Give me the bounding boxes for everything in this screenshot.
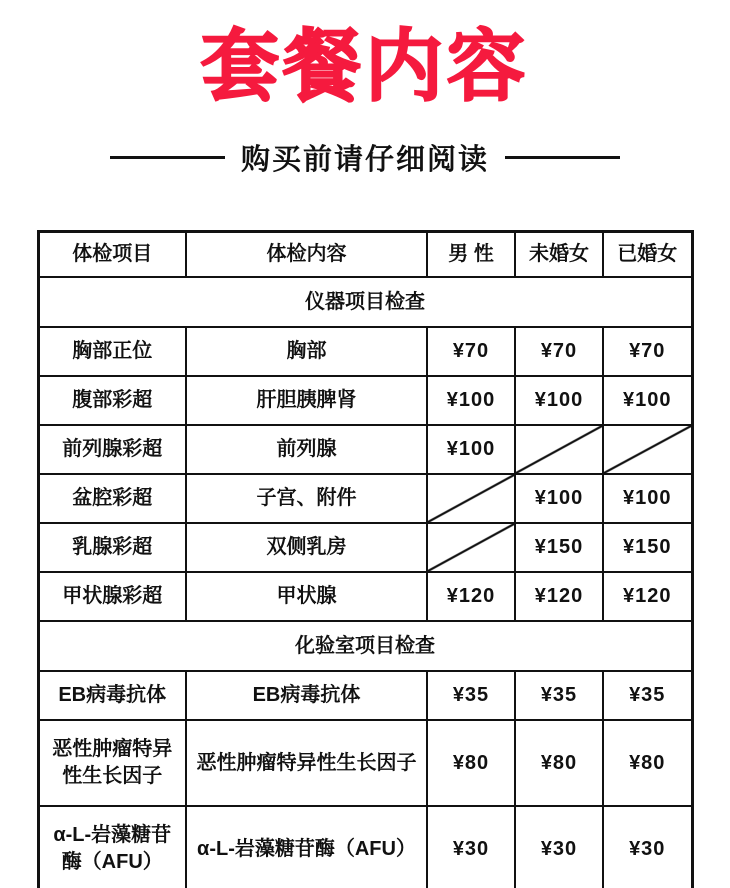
- price-cell: ¥150: [603, 523, 692, 572]
- item-cell: 乳腺彩超: [38, 523, 186, 572]
- col-header-item: 体检项目: [38, 231, 186, 277]
- col-header-unmarried: 未婚女: [515, 231, 603, 277]
- section-header-row: [38, 277, 692, 327]
- price-cell: ¥35: [515, 671, 603, 720]
- content-cell: 恶性肿瘤特异性生长因子: [186, 720, 427, 806]
- price-cell: ¥70: [603, 327, 692, 376]
- item-cell: 甲状腺彩超: [38, 572, 186, 621]
- col-header-male: 男 性: [427, 231, 515, 277]
- table-row: [38, 720, 692, 806]
- section-title-laboratory: 化验室项目检查: [38, 621, 692, 671]
- content-cell: 子宫、附件: [186, 474, 427, 523]
- item-cell: 前列腺彩超: [38, 425, 186, 474]
- item-cell: 胸部正位: [38, 327, 186, 376]
- crossed-out-cell: [427, 474, 515, 523]
- item-cell: 腹部彩超: [38, 376, 186, 425]
- price-cell: ¥80: [427, 720, 515, 806]
- content-cell: EB病毒抗体: [186, 671, 427, 720]
- content-cell: 甲状腺: [186, 572, 427, 621]
- table-row: [38, 572, 692, 621]
- price-cell: ¥100: [603, 376, 692, 425]
- price-cell: ¥150: [515, 523, 603, 572]
- price-cell: ¥30: [427, 806, 515, 888]
- price-cell: ¥120: [603, 572, 692, 621]
- crossed-out-cell: [427, 523, 515, 572]
- section-title-instrument: 仪器项目检查: [38, 277, 692, 327]
- subtitle-right-rule: [505, 156, 620, 159]
- price-cell: ¥80: [515, 720, 603, 806]
- price-cell: ¥30: [515, 806, 603, 888]
- content-cell: α-L-岩藻糖苷酶（AFU）: [186, 806, 427, 888]
- price-cell: ¥100: [515, 376, 603, 425]
- price-cell: ¥70: [427, 327, 515, 376]
- price-cell: ¥70: [515, 327, 603, 376]
- price-cell: ¥30: [603, 806, 692, 888]
- content-cell: 肝胆胰脾肾: [186, 376, 427, 425]
- price-cell: ¥100: [515, 474, 603, 523]
- col-header-content: 体检内容: [186, 231, 427, 277]
- section-header-row: [38, 621, 692, 671]
- subtitle: [0, 141, 730, 175]
- item-cell: 盆腔彩超: [38, 474, 186, 523]
- price-cell: ¥120: [515, 572, 603, 621]
- item-cell: 恶性肿瘤特异性生长因子: [38, 720, 186, 806]
- table-row: [38, 671, 692, 720]
- table-row: [38, 806, 692, 888]
- item-cell: EB病毒抗体: [38, 671, 186, 720]
- price-cell: ¥35: [427, 671, 515, 720]
- table-row: [38, 376, 692, 425]
- crossed-out-cell: [515, 425, 603, 474]
- content-cell: 前列腺: [186, 425, 427, 474]
- table-row: [38, 474, 692, 523]
- table-row: [38, 523, 692, 572]
- subtitle-text: 购买前请仔细阅读: [240, 144, 489, 177]
- table-row: [38, 327, 692, 376]
- price-cell: ¥100: [427, 376, 515, 425]
- page-title: 套餐内容: [200, 22, 529, 110]
- price-cell: ¥120: [427, 572, 515, 621]
- package-price-table: [37, 230, 694, 888]
- item-cell: α-L-岩藻糖苷酶（AFU）: [38, 806, 186, 888]
- col-header-married: 已婚女: [603, 231, 692, 277]
- table-row: [38, 425, 692, 474]
- price-cell: ¥100: [603, 474, 692, 523]
- price-cell: ¥35: [603, 671, 692, 720]
- price-cell: ¥100: [427, 425, 515, 474]
- content-cell: 胸部: [186, 327, 427, 376]
- crossed-out-cell: [603, 425, 692, 474]
- subtitle-left-rule: [110, 156, 225, 159]
- price-cell: ¥80: [603, 720, 692, 806]
- content-cell: 双侧乳房: [186, 523, 427, 572]
- table-header-row: [38, 231, 692, 277]
